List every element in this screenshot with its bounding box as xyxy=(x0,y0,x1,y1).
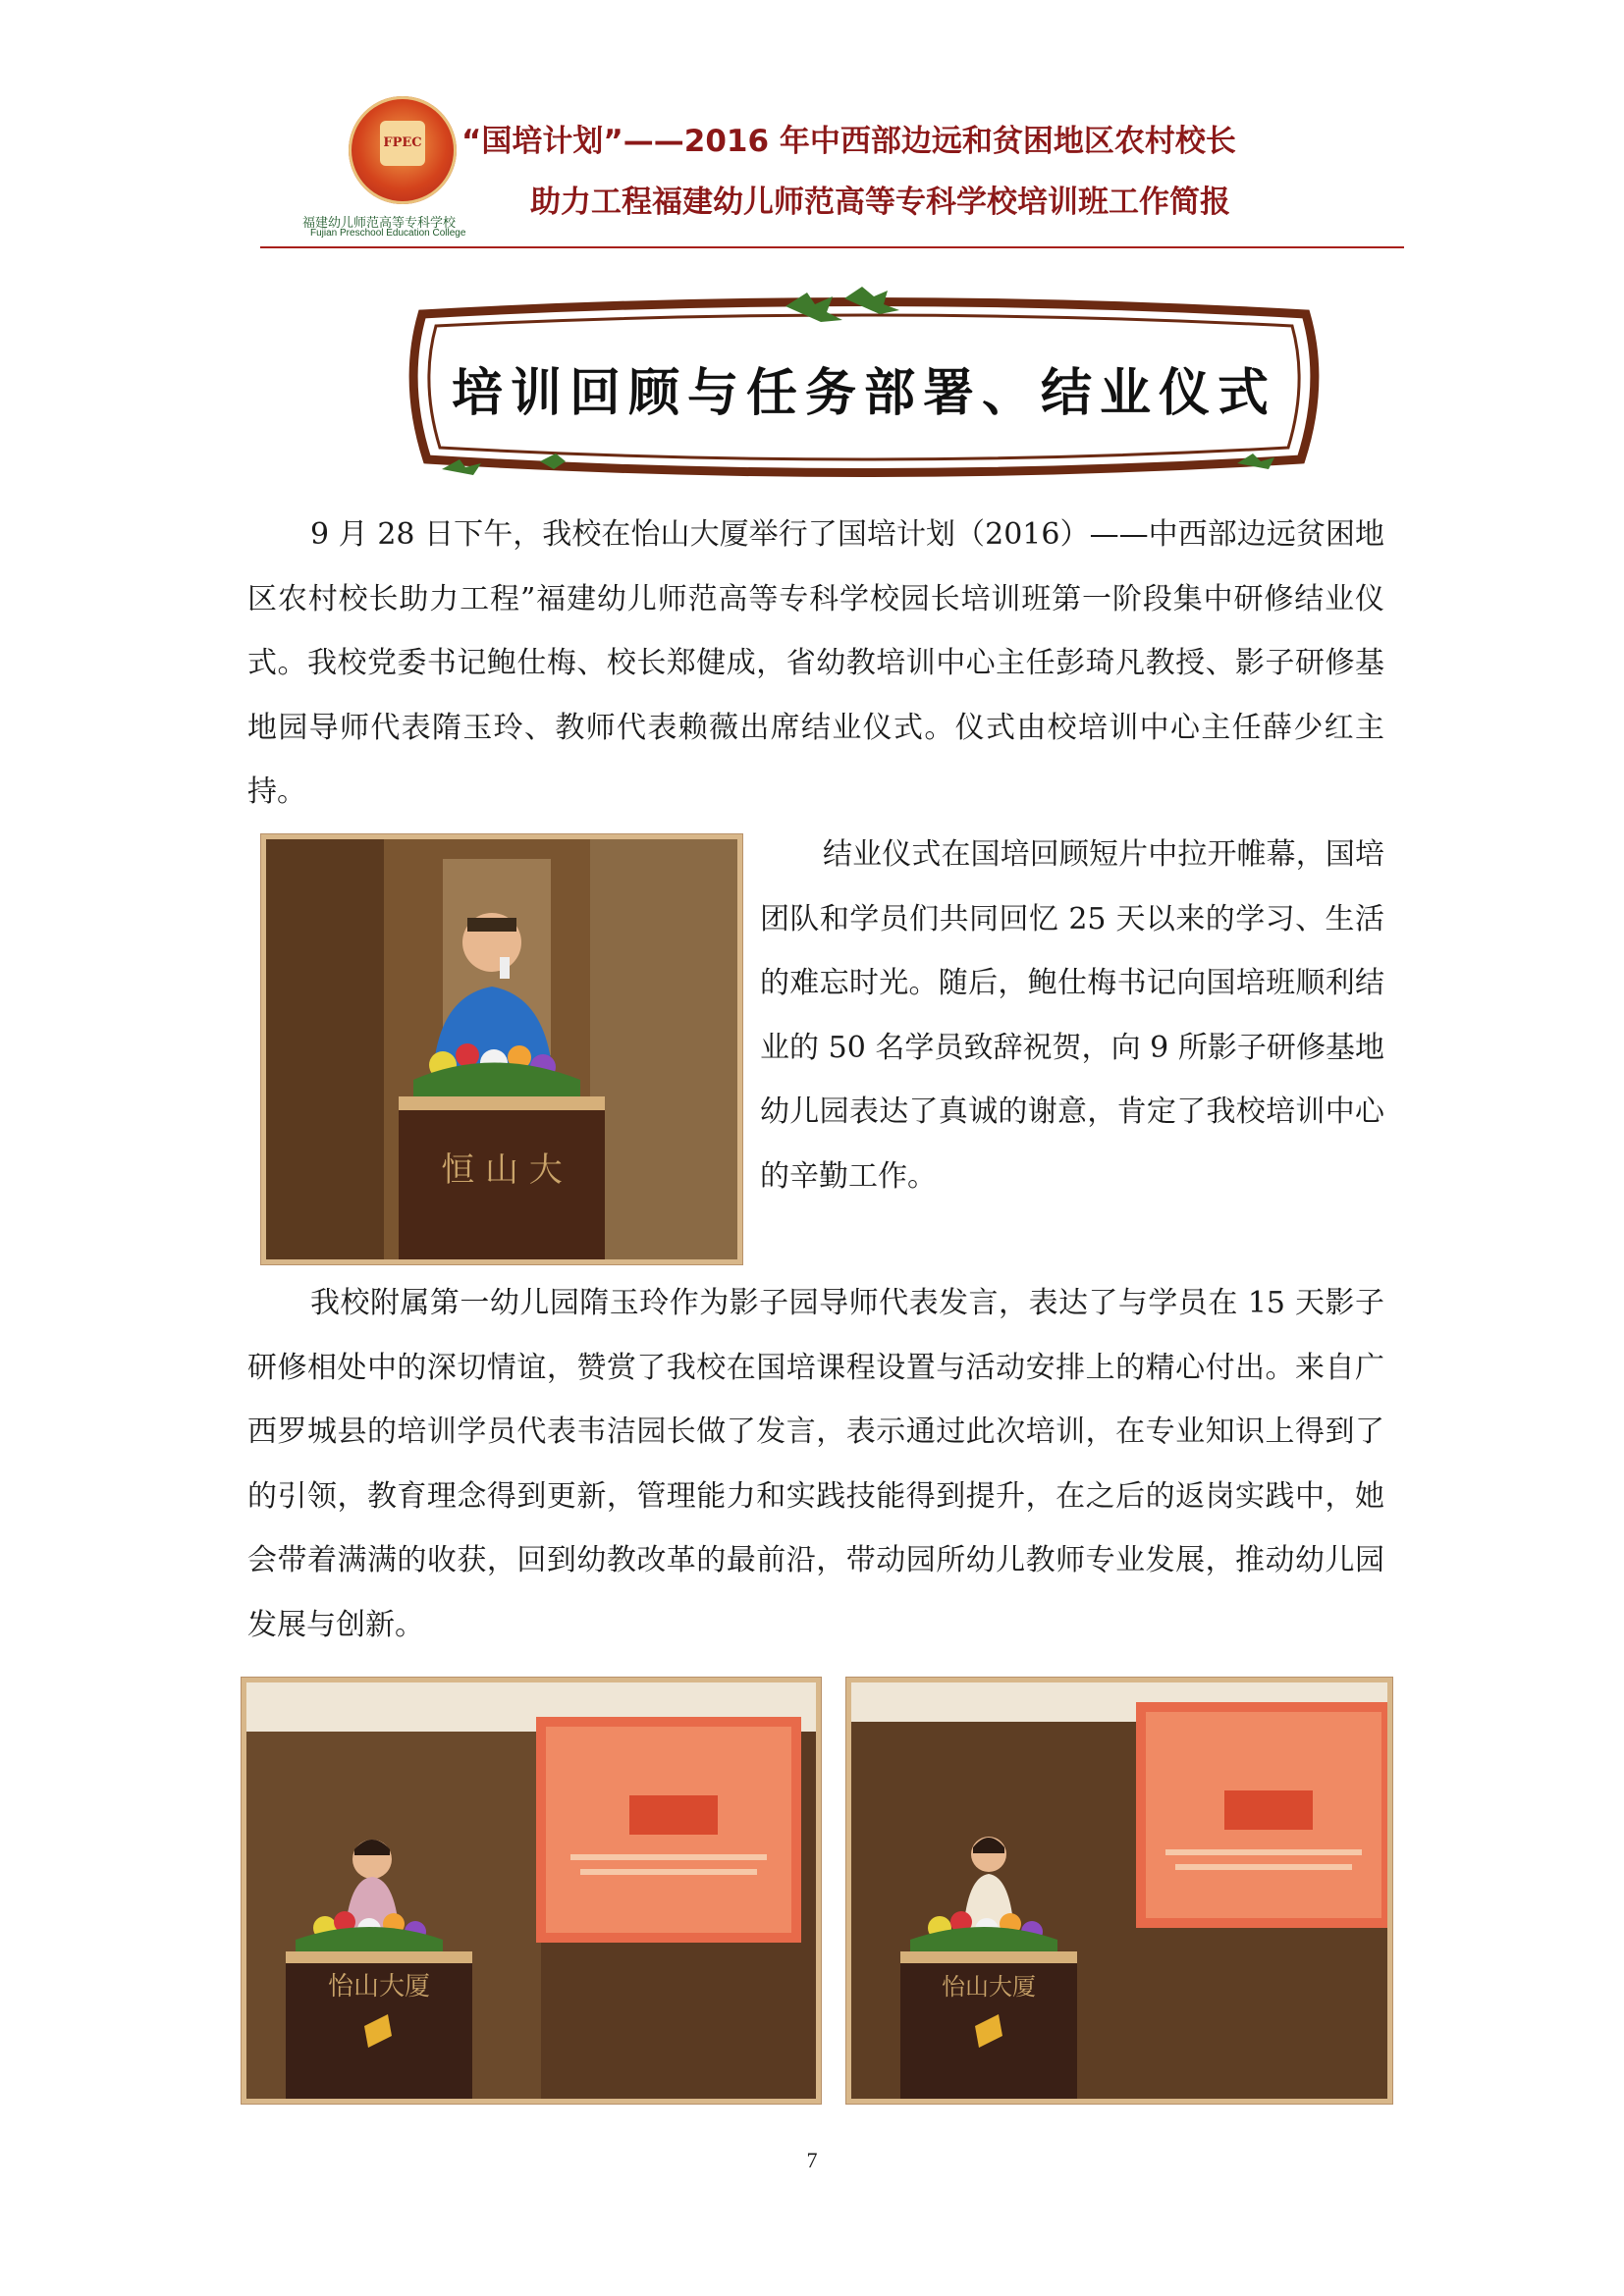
paragraph-ceremony: 结业仪式在国培回顾短片中拉开帷幕，国培团队和学员们共同回忆 25 天以来的学习、生活的难忘时光。随后，鲍仕梅书记向国培班顺利结业的 50 名学员致辞祝贺，向 9 所影子研修基地幼儿园表达了真诚的谢意，肯定了我校培训中心的辛勤工作。 xyxy=(760,837,1384,1194)
photo-speaker-woman-1 xyxy=(242,1678,821,2104)
podium-sign-text: 怡山大厦 xyxy=(327,1972,431,2002)
photo-speaker-man xyxy=(261,834,742,1264)
page-number: 7 xyxy=(806,2148,818,2172)
header-divider xyxy=(260,246,1404,248)
section-banner xyxy=(403,285,1326,486)
logo-emblem xyxy=(349,96,457,204)
logo-name-en: Fujian Preschool Education College xyxy=(310,228,466,239)
paragraph-speech: 我校附属第一幼儿园隋玉玲作为影子园导师代表发言，表达了与学员在 15 天影子研修相处中的深切情谊，赞赏了我校在国培课程设置与活动安排上的精心付出。来自广西罗城县的培训学员代表韦洁园长做了发言，表示通过此次培训，在专业知识上得到了的引领，教育理念得到更新，管理能力和实践技能得到提升，在之后的返岗实践中，她会带着满满的收获，回到幼教改革的最前沿，带动园所幼儿教师专业发展，推动幼儿园发展与创新。 xyxy=(247,1286,1384,1642)
photo-speaker-woman-2 xyxy=(846,1678,1392,2104)
header-title-line2: 助力工程福建幼儿师范高等专科学校培训班工作简报 xyxy=(530,185,1230,220)
paragraph-intro: 9 月 28 日下午，我校在怡山大厦举行了国培计划（2016）——中西部边远贫困地区农村校长助力工程”福建幼儿师范高等专科学校园长培训班第一阶段集中研修结业仪式。我校党委书记鲍仕梅、校长郑健成，省幼教培训中心主任彭琦凡教授、影子研修基地园导师代表隋玉玲、教师代表赖薇出席结业仪式。仪式由校培训中心主任薛少红主持。 xyxy=(247,517,1384,809)
section-title: 培训回顾与任务部署、结业仪式 xyxy=(451,364,1276,423)
svg-text:恒 山 大: 恒 山 大 xyxy=(441,1150,563,1190)
logo-name-cn: 福建幼儿师范高等专科学校 xyxy=(302,216,457,231)
logo-mark: FPEC xyxy=(380,121,425,166)
podium-sign-text-2: 怡山大厦 xyxy=(942,1973,1036,2001)
header-title-line1: “国培计划”——2016 年中西部边远和贫困地区农村校长 xyxy=(461,124,1236,159)
